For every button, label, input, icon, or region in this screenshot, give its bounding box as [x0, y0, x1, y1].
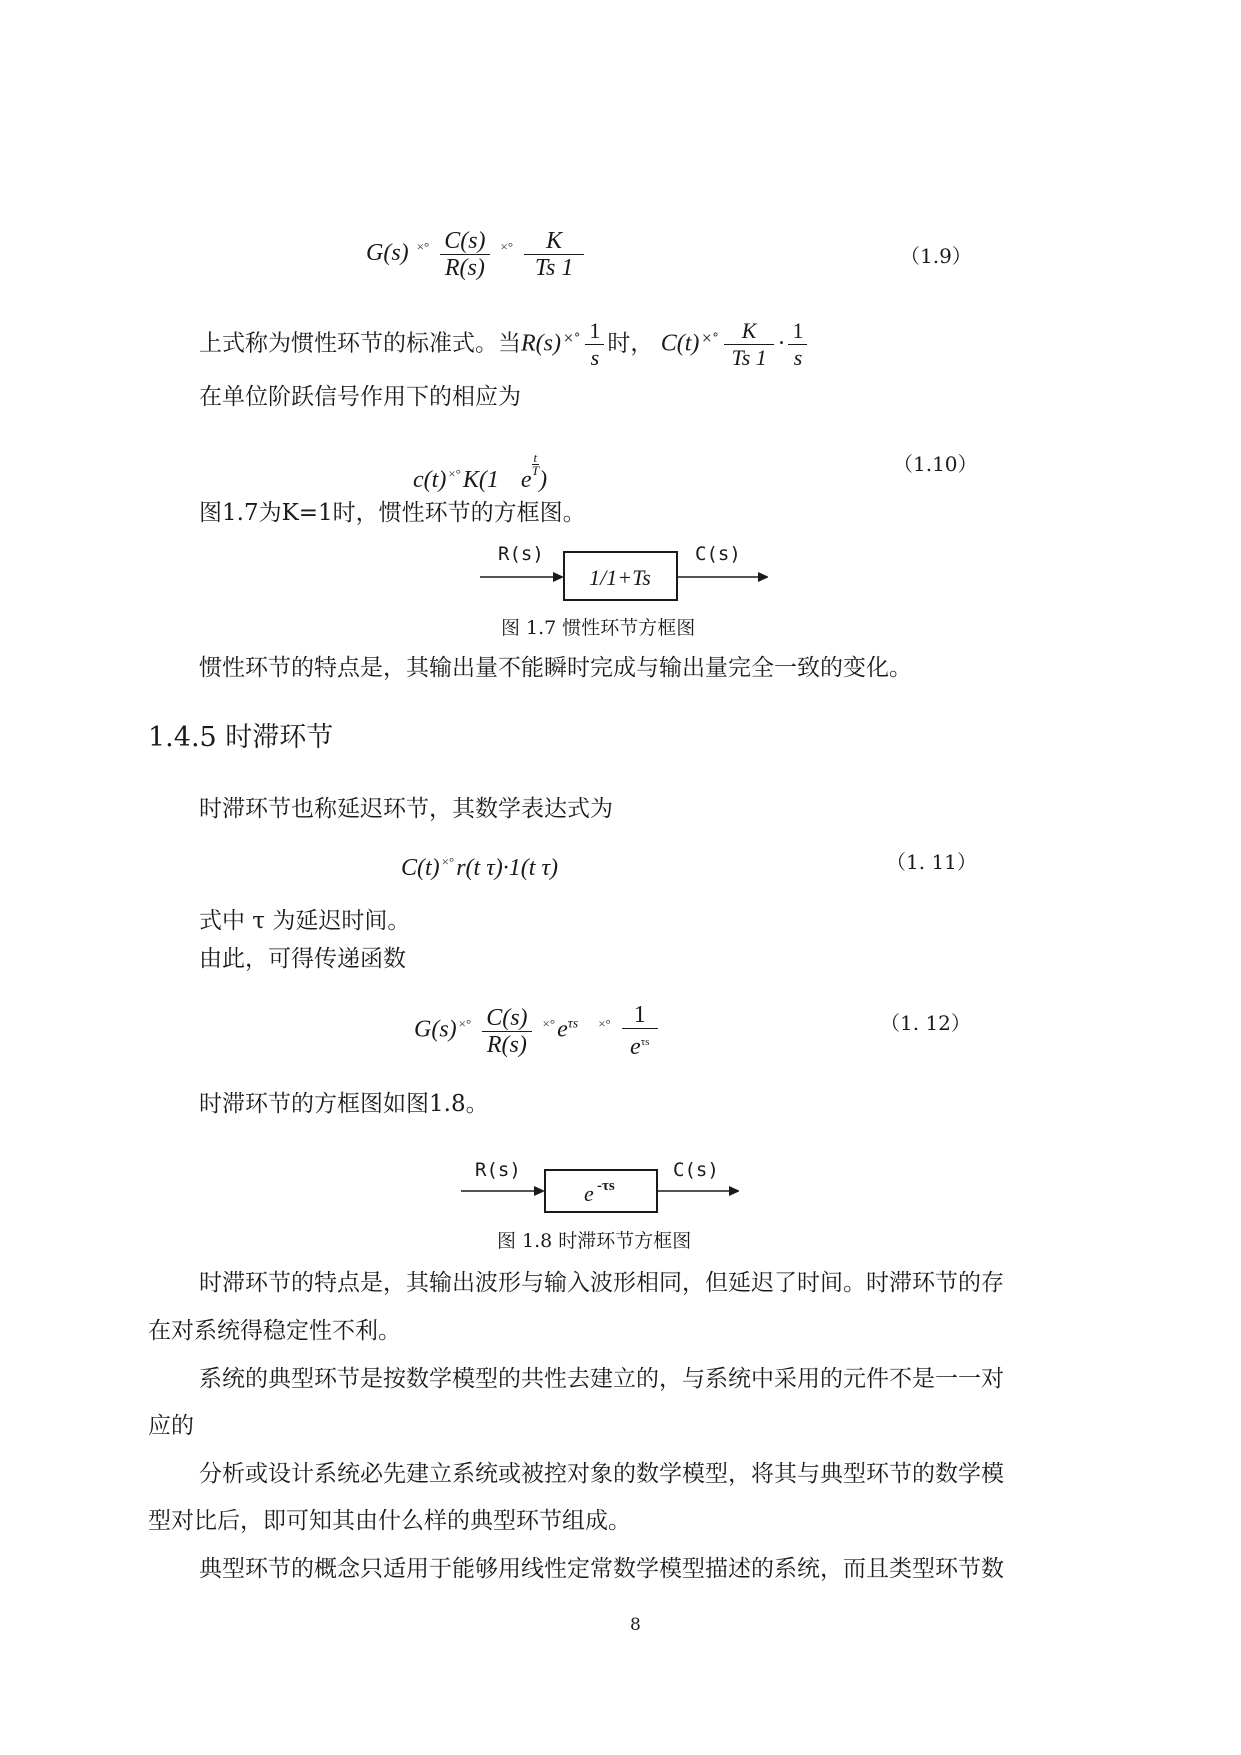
output-label: C(s): [673, 1159, 719, 1181]
equation-number: （1.10）: [893, 452, 978, 476]
equation-1-11: C(t) ×°r(t τ)·1(t τ): [401, 854, 559, 881]
equation-number: （1. 12）: [880, 1011, 971, 1035]
figure-1-7-block-diagram: [478, 540, 768, 610]
figure-caption: 图 1.7 惯性环节方框图: [501, 617, 696, 639]
paragraph: 时滞环节也称延迟环节，其数学表达式为: [199, 796, 613, 822]
paragraph: 时滞环节的方框图如图1.8。: [199, 1091, 489, 1117]
equation-number: （1. 11）: [886, 850, 977, 874]
paragraph: 典型环节的概念只适用于能够用线性定常数学模型描述的系统，而且类型环节数: [199, 1556, 1004, 1582]
paragraph: 系统的典型环节是按数学模型的共性去建立的，与系统中采用的元件不是一一对: [199, 1366, 1004, 1392]
figure-caption: 图 1.8 时滞环节方框图: [497, 1230, 692, 1252]
eq-lhs: G(s): [366, 240, 409, 267]
paragraph: 惯性环节的特点是，其输出量不能瞬时完成与输出量完全一致的变化。: [199, 655, 912, 681]
equation-number: （1.9）: [900, 244, 972, 268]
garbled-glyph: ×°: [500, 239, 514, 255]
paragraph: 图1.7为K=1时，惯性环节的方框图。: [199, 500, 586, 526]
block-label: 1/1+Ts: [589, 565, 651, 590]
output-label: C(s): [695, 543, 741, 565]
equation-1-10: c(t) ×°K(1 e $\frac{t}{T}$ ): [413, 450, 548, 493]
paragraph: 时滞环节的特点是，其输出波形与输入波形相同，但延迟了时间。时滞环节的存: [199, 1270, 1004, 1296]
paragraph: 上式称为惯性环节的标准式。当R(s) ×° $\frac{1}{s}$ 时， C(t) ×° $\frac{K}{Ts 1}$ · $\frac{1}{s}$: [199, 318, 810, 371]
equation-1-9: [366, 228, 587, 281]
input-label: R(s): [498, 543, 544, 565]
paragraph: 分析或设计系统必先建立系统或被控对象的数学模型，将其与典型环节的数学模: [199, 1461, 1004, 1487]
paragraph: 式中 τ 为延迟时间。: [199, 908, 411, 934]
paragraph: 由此，可得传递函数: [199, 946, 406, 972]
paragraph: 在单位阶跃信号作用下的相应为: [199, 384, 521, 410]
paragraph: 型对比后，即可知其由什么样的典型环节组成。: [148, 1508, 631, 1534]
block-label: e: [584, 1181, 594, 1206]
page-number: 8: [630, 1615, 641, 1635]
paragraph: 应的: [148, 1413, 194, 1439]
section-heading: 1.4.5 时滞环节: [148, 722, 334, 753]
figure-1-8-block-diagram: [459, 1158, 739, 1220]
paragraph: 在对系统得稳定性不利。: [148, 1318, 401, 1344]
garbled-glyph: ×°: [416, 239, 430, 255]
fraction: $\frac{C(s)}{R(s)}$: [440, 228, 489, 281]
block-exponent: -τs: [597, 1178, 615, 1194]
equation-1-12: G(s) ×° $\frac{C(s)}{R(s)}$ $^{\times^\circ}e^{\tau s}$ ×° $\frac{1}{e^{\tau s}}$: [414, 1002, 661, 1060]
input-label: R(s): [475, 1159, 521, 1181]
fraction: $\frac{K}{Ts 1}$: [524, 228, 584, 281]
